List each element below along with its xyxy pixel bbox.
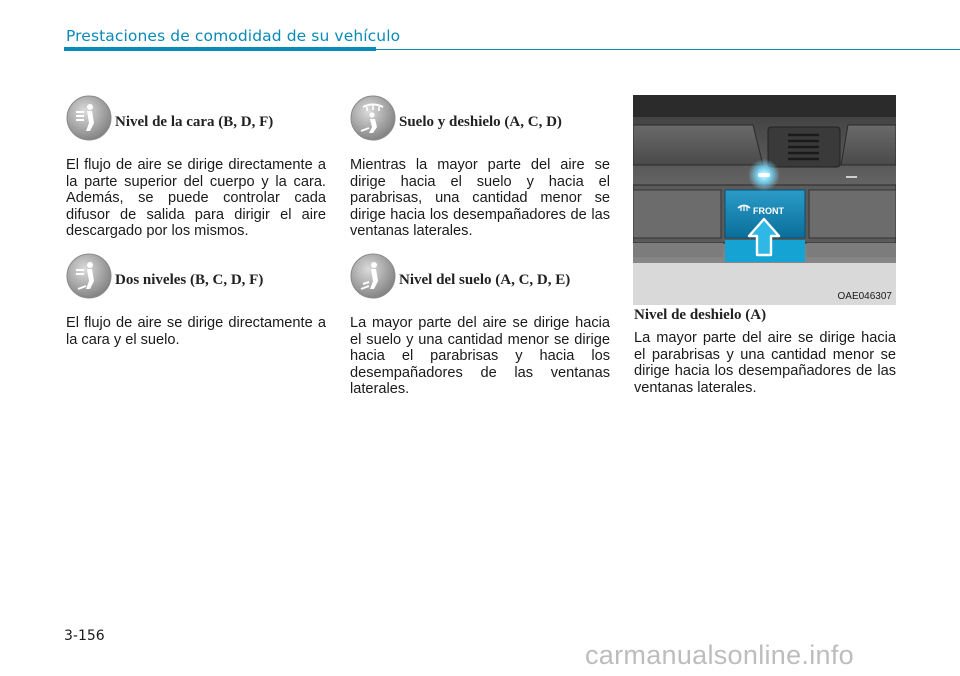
floor-defrost-icon [350,95,396,141]
control-panel-illustration [633,95,896,305]
heading-floor-defrost [350,95,610,141]
paragraph: El flujo de aire se dirige directamente a la cara y el suelo. [66,314,326,348]
paragraph: El flujo de aire se dirige directamente a la parte superior del cuerpo y la cara. Además, se puede controlar cada difusor de salida para dirigir el aire descargado por los mismos. [66,157,326,240]
column-middle [350,95,610,398]
heading-text: Nivel de la cara (B, D, F) [115,114,274,130]
heading-bi-level [66,253,326,299]
face-vent-icon [66,95,112,141]
paragraph: Mientras la mayor parte del aire se dirige hacia el suelo y hacia el parabrisas, una cantidad menor se dirige hacia los desempañadores de las ventanas laterales. [350,157,610,240]
header-bar [64,47,376,51]
heading-text: Dos niveles (B, C, D, F) [115,271,264,288]
section-title: Prestaciones de comodidad de su vehículo [66,27,401,45]
paragraph: La mayor parte del aire se dirige hacia el suelo y una cantidad menor se dirige hacia el parabrisas y hacia los desempañadores de las ventanas laterales. [350,314,610,398]
header-rule [376,49,960,50]
paragraph: La mayor parte del aire se dirige hacia el parabrisas y una cantidad menor se dirige hacia los desempañadores de las ventanas laterales. [634,330,896,396]
heading-text: Nivel del suelo (A, C, D, E) [399,271,571,288]
heading-text: Suelo y deshielo (A, C, D) [399,114,562,130]
heading-face-level [66,95,326,141]
heading-floor-level [350,253,610,299]
bi-level-vent-icon [66,253,112,299]
watermark: carmanualsonline.info [585,640,854,670]
floor-vent-icon [350,253,396,299]
defrost-button-photo [633,95,896,305]
front-button-label: FRONT [753,206,784,216]
column-left [66,95,326,348]
figure-caption: OAE046307 [837,291,892,302]
page-number: 3-156 [64,628,105,644]
heading-defrost-level: Nivel de deshielo (A) [634,307,767,323]
